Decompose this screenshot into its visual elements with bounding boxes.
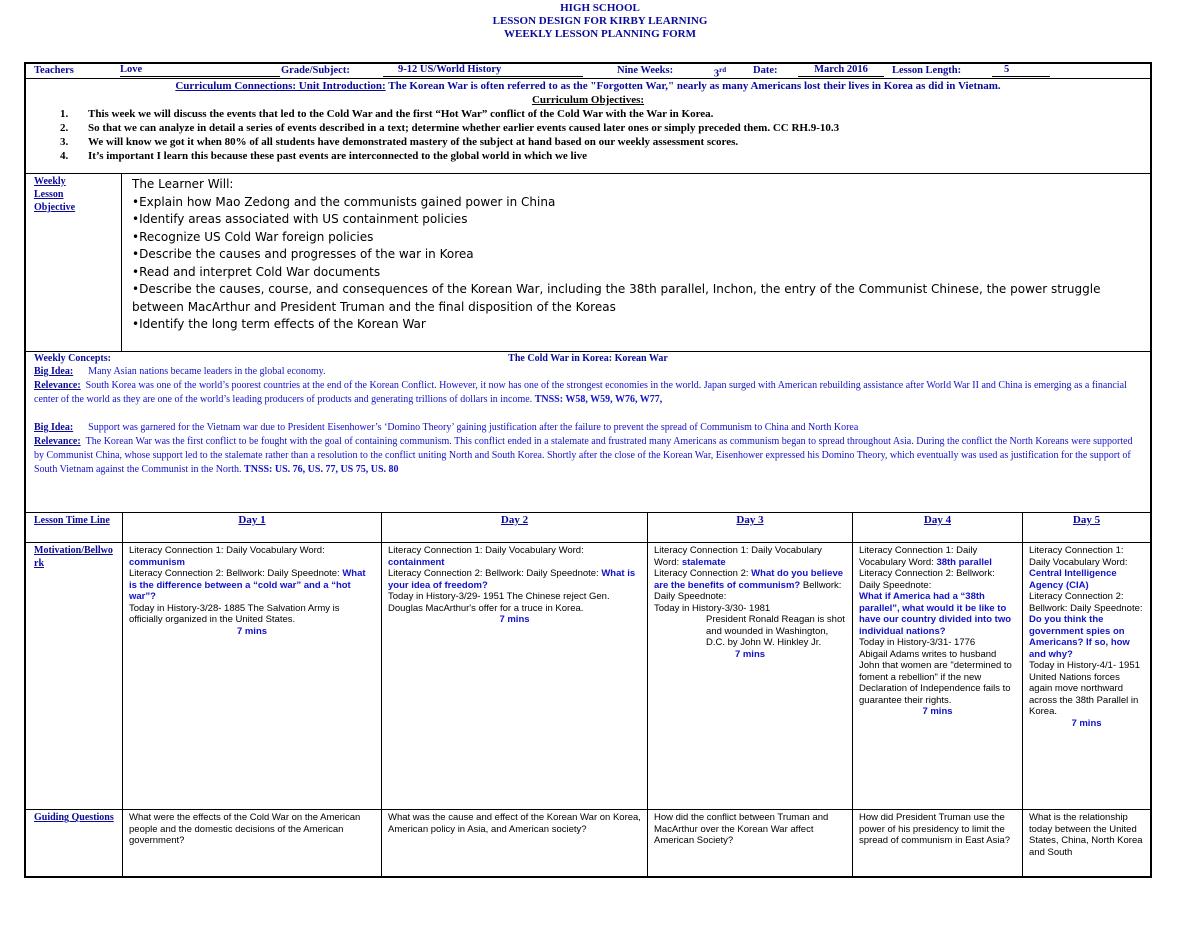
grade-label: Grade/Subject: [281,65,350,76]
nine-weeks-value: 3 [713,68,720,79]
curriculum-connections-text: The Korean War is often referred to as the "Forgotten War," nearly as many Americans lost their lives in Korea as did in Vietnam. [385,80,1001,92]
weekly-objective-row [26,174,1150,352]
header-line-2: LESSON DESIGN FOR KIRBY LEARNING [492,15,708,27]
motivation-bellwork-row [26,543,1150,810]
objective-bullet: •Describe the causes and progresses of the war in Korea [132,247,474,261]
weekly-objective-label-2: Lesson [34,189,64,200]
speednote-question: Do you think the government spies on Americans? If so, how and why? [1029,614,1130,660]
lesson-length-value: 5 [992,64,1050,77]
teachers-value: Love [120,64,143,75]
vocab-word: containment [388,556,445,568]
tnss-standards-2: TNSS: US. 76, US. 77, US 75, US. 80 [244,464,399,475]
day-2-header: Day 2 [500,514,529,526]
time-mins: 7 mins [1071,717,1102,729]
curriculum-objectives-label: Curriculum Objectives: [531,94,645,106]
speednote-question: What do you believe are the benefits of communism? [654,568,844,591]
objective-bullet: •Recognize US Cold War foreign policies [132,229,374,244]
curriculum-connections-label: Curriculum Connections: Unit Introduction: [175,80,386,92]
big-idea-2: Big Idea: Support was garnered for the Vietnam war due to President Eisenhower’s ‘Domino Theory’ gaining justification after the failure to prevent the spread of Communism to China and North Korea [34,422,859,433]
time-mins: 7 mins [236,625,268,637]
weekly-objective-text [132,176,1144,334]
day-1-header: Day 1 [238,514,266,526]
lesson-timeline-label: Lesson Time Line [34,515,110,526]
tnss-standards-1: TNSS: W58, W59, W76, W77, [534,394,663,405]
objective-item: 2. So that we can analyze in detail a series of events described in a text; determine whether earlier events caused later ones or simply preceded them. CC RH.9-10.3 [60,122,840,134]
weekly-concepts-title: The Cold War in Korea: Korean War [508,353,668,364]
guiding-questions-label: Guiding Questions [34,812,114,823]
header-line-1: HIGH SCHOOL [560,2,640,14]
objective-item: 4. It’s important I learn this because these past events are interconnected to the global world in which we live [60,150,588,162]
guiding-day-1: What were the effects of the Cold War on the American people and the domestic decisions of the American government? [123,810,382,876]
objective-bullet: •Read and interpret Cold War documents [132,264,381,279]
vocab-word: 38th parallel [936,556,992,568]
form-header [0,2,1200,41]
objective-bullet: •Describe the causes, course, and consequences of the Korean War, including the 38th parallel, Inchon, the entry of the Communist Chinese, the power struggle between MacArthur and President Truman and the final disposition of the Koreas [132,282,1101,314]
date-value: March 2016 [798,64,884,77]
header-line-3: WEEKLY LESSON PLANNING FORM [503,28,697,40]
weekly-objective-label-1: Weekly [34,176,66,187]
relevance-2: Relevance: The Korean War was the first conflict to be fought with the goal of containing communism. This conflict ended in a stalemate and frustrated many Americans as communism began to spread throughout Asia. During the conflict the North Koreans were supported by Communist China, whose support led to the stalemate rather than a resolution to the conflict uniting North and South Korea. Shortly after the close of the Korean War, Eisenhower expressed his Domino Theory, which eventually was used as justification for the support of South Vietnam against the Communist in the North. TNSS: US. 76, US. 77, US 75, US. 80 [34,436,1133,475]
big-idea-label: Big Idea: [34,422,74,433]
relevance-1: Relevance: South Korea was one of the world’s poorest countries at the end of the Korean Conflict. However, it now has one of the strongest economies in the world. Japan surged with American rebuilding assistance after World War II and China is emerging as a financial center of the world as they are one of the world’s leading producers of products and generating trillions of dollars in income. TNSS: W58, W59, W76, W77, [34,380,1127,405]
day-5-header: Day 5 [1072,514,1101,526]
motivation-day-2: Literacy Connection 1: Daily Vocabulary Word: containment Literacy Connection 2: Bellwork: Daily Speednote: What is your idea of freedom? Today in History-3/29- 1951 The Chinese reject Gen. Douglas MacArthur's offer for a truce in Korea. 7 mins [382,543,648,809]
teachers-label: Teachers [34,65,74,76]
curriculum-section [26,79,1150,174]
vocab-word: Central Intelligence Agency (CIA) [1029,568,1117,591]
objective-item: 3. We will know we got it when 80% of all students have demonstrated mastery of the subject at hand based on our weekly assessment scores. [60,136,739,148]
vocab-word: communism [129,556,185,568]
weekly-objective-label-3: Objective [34,202,76,213]
motivation-day-4: Literacy Connection 1: Daily Vocabulary Word: 38th parallel Literacy Connection 2: Bellwork: Daily Speednote: What if America had a “38th parallel”, what would it be like to have our country divided into two individual nations? Today in History-3/31- 1776 Abigail Adams writes to husband John that women are "determined to foment a rebellion" if the new Declaration of Independence fails to guarantee their rights. 7 mins [853,543,1023,809]
grade-value: 9-12 US/World History [383,64,583,77]
motivation-label: Motivation/Bellwork [34,545,113,569]
weekly-concepts-row [26,352,1150,513]
lesson-length-label: Lesson Length: [892,65,962,76]
time-mins: 7 mins [922,706,953,717]
guiding-day-5: What is the relationship today between the United States, China, North Korea and South [1029,812,1143,858]
nine-weeks-label: Nine Weeks: [617,65,674,76]
nine-weeks-sup: rd [719,66,727,74]
objective-bullet: •Explain how Mao Zedong and the communists gained power in China [132,194,556,209]
objective-bullet: •Identify the long term effects of the Korean War [132,317,426,331]
objectives-list [26,107,1150,163]
time-mins: 7 mins [499,614,530,625]
guiding-day-2: What was the cause and effect of the Korean War on Korea, American policy in Asia, and American society? [382,810,648,876]
big-idea-1: Big Idea: Many Asian nations became leaders in the global economy. [34,366,326,377]
lesson-timeline-row [26,513,1150,543]
learner-will-intro: The Learner Will: [132,177,234,191]
day-4-header: Day 4 [923,514,952,526]
objective-bullet: •Identify areas associated with US containment policies [132,212,468,226]
day-3-header: Day 3 [736,514,764,526]
speednote-question: What is your idea of freedom? [388,568,636,591]
curriculum-connections [26,79,1150,93]
motivation-day-5: Literacy Connection 1: Daily Vocabulary Word: Central Intelligence Agency (CIA) Literacy Connection 2: Bellwork: Daily Speednote: Do you think the government spies on Americans? If so, how and why? Today in History-4/1- 1951 United Nations forces again move northward across the 38th Parallel in Korea. 7 mins [1029,545,1143,729]
guiding-day-4: How did President Truman use the power of his presidency to limit the spread of communism in East Asia? [853,810,1023,876]
relevance-label: Relevance: [34,380,81,391]
time-mins: 7 mins [734,648,766,660]
weekly-concepts-label: Weekly Concepts: [34,353,111,364]
relevance-label: Relevance: [34,436,81,447]
info-row [26,64,1150,79]
objective-item: 1. This week we will discuss the events that led to the Cold War and the first “Hot War” conflict of the Cold War with the War in Korea. [60,108,714,120]
date-label: Date: [753,65,778,76]
speednote-question: What is the difference between a “cold war” and a “hot war”? [129,568,366,602]
lesson-plan-table [24,62,1152,878]
big-idea-label: Big Idea: [34,366,74,377]
guiding-day-3: How did the conflict between Truman and MacArthur over the Korean War affect American Society? [648,810,853,876]
motivation-day-3: Literacy Connection 1: Daily Vocabulary Word: stalemate Literacy Connection 2: What do you believe are the benefits of communism? Bellwork: Daily Speednote: Today in History-3/30- 1981 President Ronald Reagan is shot and wounded in Washington, D.C. by John W. Hinkley Jr. 7 mins [648,543,853,809]
motivation-day-1: Literacy Connection 1: Daily Vocabulary Word: communism Literacy Connection 2: Bellwork: Daily Speednote: What is the difference between a “cold war” and a “hot war”? Today in History-3/28- 1885 The Salvation Army is officially organized in the United States. 7 mins [123,543,382,809]
guiding-questions-row [26,810,1150,876]
vocab-word: stalemate [681,556,726,568]
speednote-question: What if America had a “38th parallel”, what would it be like to have our country divided into two individual nations? [859,591,1012,637]
